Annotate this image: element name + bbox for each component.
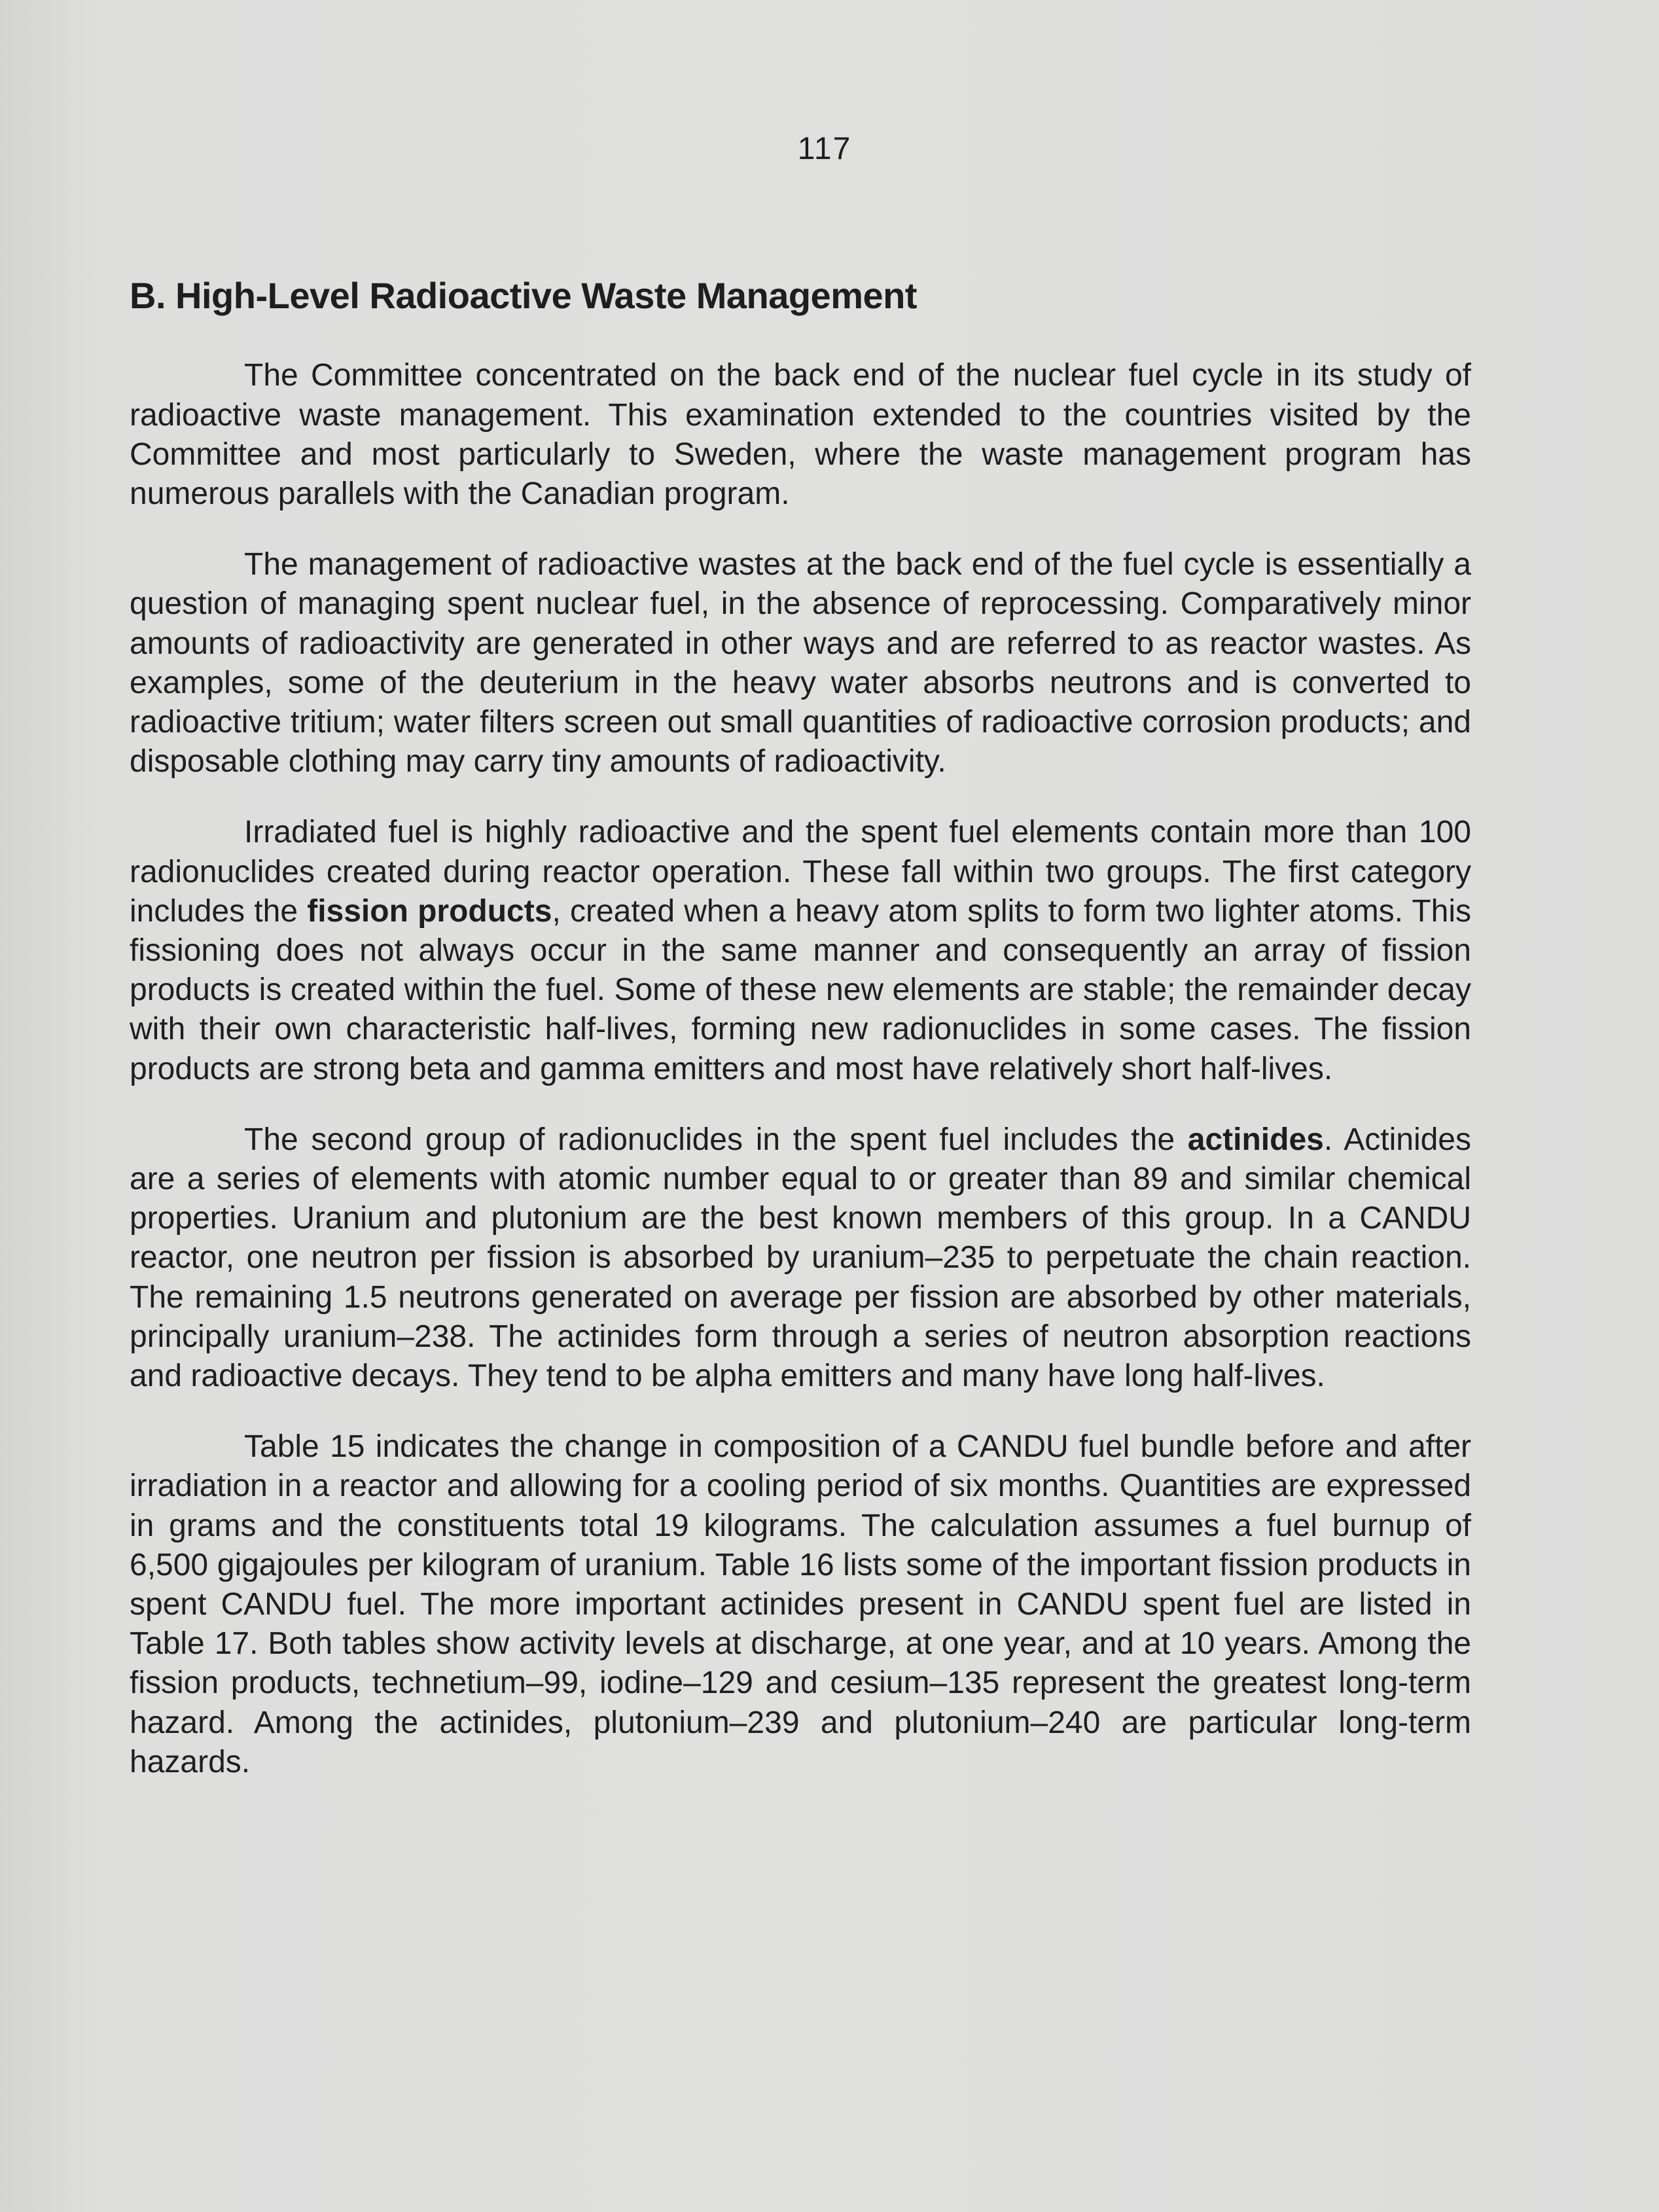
paragraph-committee-focus: The Committee concentrated on the back end of the nuclear fuel cycle in its study of radioactive waste management. This examination extended to the countries visited by the Committee and most particularly to Sweden, where the waste management program has numerous parallels with the Canadian program. (130, 358, 1471, 511)
paragraph-text: The second group of radionuclides in the spent fuel includes the (244, 1122, 1188, 1157)
page-number: 117 (797, 132, 852, 166)
section-heading: B. High-Level Radioactive Waste Management (130, 275, 917, 316)
paragraph-actinides (130, 1120, 1471, 1396)
emphasis-actinides: actinides (1187, 1122, 1324, 1157)
paragraph-table-references: Table 15 indicates the change in composition of a CANDU fuel bundle before and after irradiation in a reactor and allowing for a cooling period of six months. Quantities are expressed in grams and the constituents total 19 kilograms. The calculation assumes a fuel burnup of 6,500 gigajoules per kilogram of uranium. Table 16 lists some of the important fission products in spent CANDU fuel. The more important actinides present in CANDU spent fuel are listed in Table 17. Both tables show activity levels at discharge, at one year, and at 10 years. Among the fission products, technetium–99, iodine–129 and cesium–135 represent the greatest long-term hazard. Among the actinides, plutonium–239 and plutonium–240 are particular long-term hazards. (130, 1429, 1471, 1779)
paragraph-text: . Actinides are a series of elements with atomic number equal to or greater than 89 and similar chemical properties. Uranium and plutonium are the best known members of this group. In a CANDU reactor, one neutron per fission is absorbed by uranium–235 to perpetuate the chain reaction. The remaining 1.5 neutrons generated on average per fission are absorbed by other materials, principally uranium–238. The actinides form through a series of neutron absorption reactions and radioactive decays. They tend to be alpha emitters and many have long half-lives. (130, 1122, 1471, 1394)
paragraph-text: , created when a heavy atom splits to form two lighter atoms. This fissioning does not always occur in the same manner and consequently an array of fission products is created within the fuel. Some of these new elements are stable; the remainder decay with their own characteristic half-lives, forming new radionuclides in some cases. The fission products are strong beta and gamma emitters and most have relatively short half-lives. (130, 893, 1472, 1086)
paragraph-fission-products (130, 813, 1471, 1088)
page-content (130, 275, 1471, 1813)
paragraph-spent-fuel-management: The management of radioactive wastes at the back end of the fuel cycle is essentially a question of managing spent nuclear fuel, in the absence of reprocessing. Comparatively minor amounts of radioactivity are generated in other ways and are referred to as reactor wastes. As examples, some of the deuterium in the heavy water absorbs neutrons and is converted to radioactive tritium; water filters screen out small quantities of radioactive corrosion products; and disposable clothing may carry tiny amounts of radioactivity. (130, 547, 1471, 779)
paragraph-text: Irradiated fuel is highly radioactive and the spent fuel elements contain more than 100 radionuclides created during reactor operation. These fall within two groups. The first category includes the (130, 815, 1471, 929)
emphasis-fission-products: fission products (307, 893, 552, 929)
